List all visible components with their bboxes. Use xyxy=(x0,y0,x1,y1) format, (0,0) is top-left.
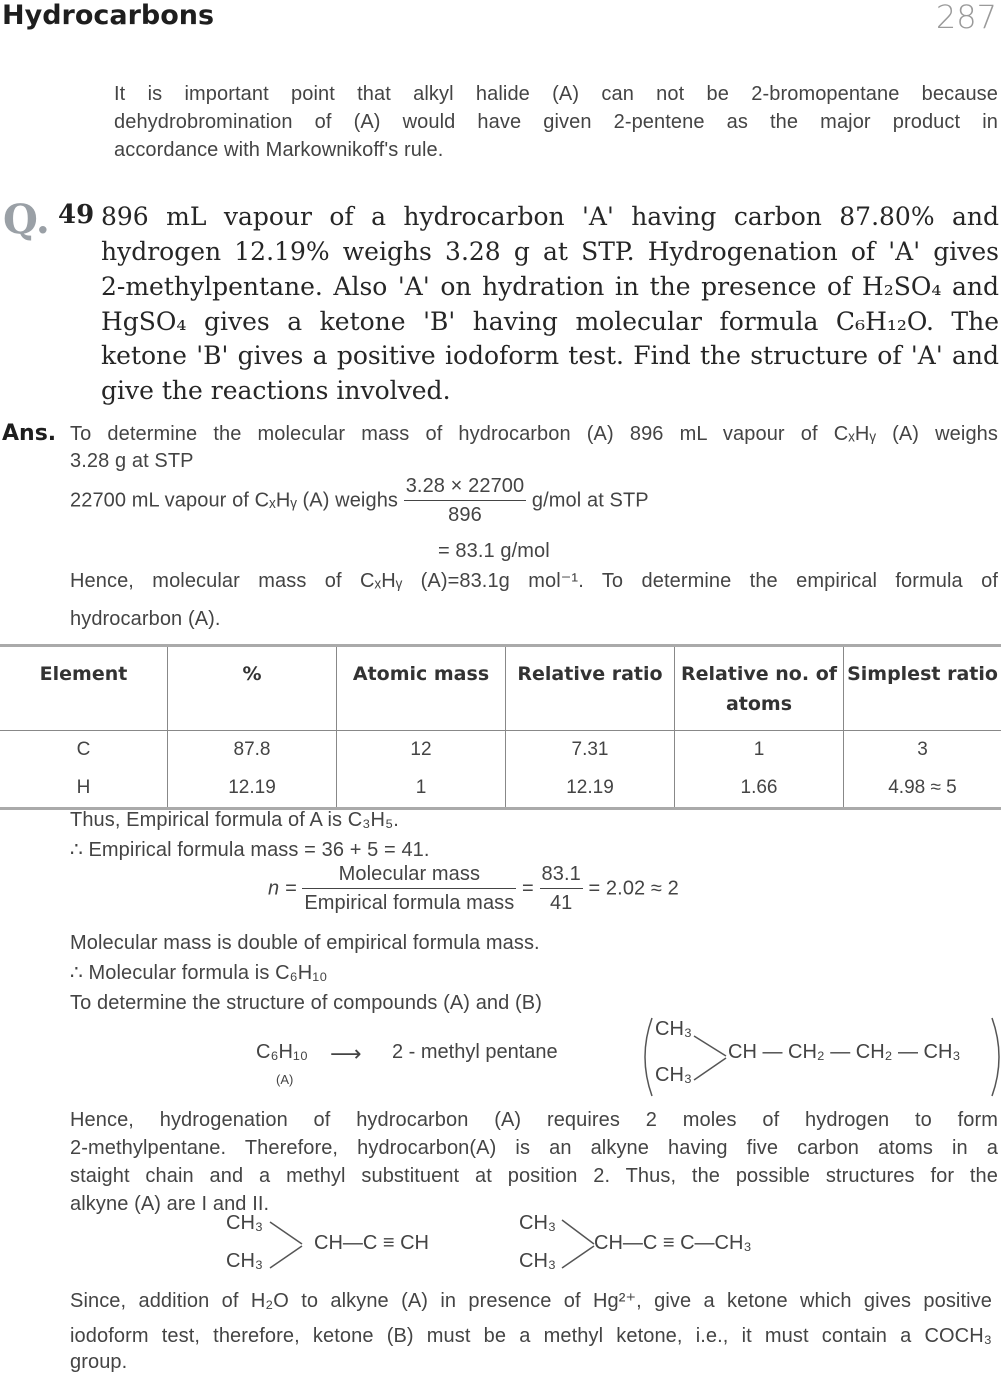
methyl-top: CH₃ xyxy=(655,1018,692,1041)
hence-line-2: hydrocarbon (A). xyxy=(70,605,221,633)
calc-prefix: 22700 mL vapour of CₓHᵧ (A) weighs xyxy=(70,490,398,512)
table-cell: C xyxy=(0,731,168,770)
n-fraction-values xyxy=(540,860,583,917)
chain-formula: CH — CH₂ — CH₂ — CH₃ xyxy=(728,1041,961,1064)
question-line-5: ketone 'B' gives a positive iodoform test. Find the structure of 'A' and xyxy=(101,339,999,373)
n-fraction xyxy=(302,860,516,917)
n-label: n = xyxy=(268,878,297,900)
intro-line-2: dehydrobromination of (A) would have given 2-pentene as the major product in xyxy=(114,108,998,136)
s2-chain: CH—C ≡ C—CH₃ xyxy=(594,1232,752,1255)
calc-numerator: 3.28 × 22700 xyxy=(404,472,527,501)
n-equation xyxy=(268,860,679,917)
hence2-line-4: alkyne (A) are I and II. xyxy=(70,1190,269,1218)
table-header-element: Element xyxy=(0,646,168,731)
table-cell: 1 xyxy=(337,769,506,809)
methyl-bottom: CH₃ xyxy=(655,1064,692,1087)
intro-line-3: accordance with Markownikoff's rule. xyxy=(114,136,998,164)
question-line-2: hydrogen 12.19% weighs 3.28 g at STP. Hydrogenation of 'A' gives xyxy=(101,235,999,269)
n-numerator-value: 83.1 xyxy=(540,860,583,889)
table-cell: 12.19 xyxy=(506,769,675,809)
answer-line-1: To determine the molecular mass of hydrocarbon (A) 896 mL vapour of CₓHᵧ (A) weighs xyxy=(70,420,998,448)
table-cell: 3 xyxy=(844,731,1001,770)
question-number: 49 xyxy=(58,200,94,230)
double-line: Molecular mass is double of empirical formula mass. xyxy=(70,929,540,957)
calc-denominator: 896 xyxy=(404,501,527,529)
table-row xyxy=(0,769,1001,809)
n-numerator: Molecular mass xyxy=(302,860,516,889)
table-cell: 87.8 xyxy=(168,731,337,770)
question-line-1: 896 mL vapour of a hydrocarbon 'A' having carbon 87.80% and xyxy=(101,200,999,234)
s1-chain: CH—C ≡ CH xyxy=(314,1232,429,1255)
s2-methyl-bottom: CH₃ xyxy=(519,1250,556,1273)
table-cell: 12.19 xyxy=(168,769,337,809)
bond-upper xyxy=(694,1036,726,1056)
question-line-3: 2-methylpentane. Also 'A' on hydration in the presence of H₂SO₄ and xyxy=(101,270,999,304)
answer-line-2: 3.28 g at STP xyxy=(70,447,194,475)
s2-bond-upper xyxy=(562,1220,594,1244)
empirical-formula-line: Thus, Empirical formula of A is C₃H₅. xyxy=(70,806,399,834)
answer-label: Ans. xyxy=(2,421,56,446)
question-mark-label: Q. xyxy=(3,196,50,243)
n-result: = 2.02 ≈ 2 xyxy=(589,878,679,900)
table-header-simplest-ratio: Simplest ratio xyxy=(844,646,1001,731)
left-bracket xyxy=(645,1018,652,1096)
bond-lower xyxy=(694,1058,726,1080)
molar-calculation xyxy=(70,472,649,529)
s2-methyl-top: CH₃ xyxy=(519,1212,556,1235)
table-header-atomic-mass: Atomic mass xyxy=(337,646,506,731)
table-cell: 1.66 xyxy=(675,769,844,809)
n-denominator-value: 41 xyxy=(540,889,583,917)
s2-bond-lower xyxy=(562,1246,594,1268)
empirical-formula-table xyxy=(0,644,1001,810)
table-cell: 4.98 ≈ 5 xyxy=(844,769,1001,809)
right-bracket xyxy=(992,1018,999,1096)
final-line-2: iodoform test, therefore, ketone (B) must be a methyl ketone, i.e., it must contain a COCH₃ xyxy=(70,1322,992,1350)
reactant-formula: C₆H₁₀ xyxy=(256,1041,308,1064)
calc-suffix: g/mol at STP xyxy=(532,490,649,512)
hence2-line-3: staight chain and a methyl substituent at position 2. Thus, the possible structures for the xyxy=(70,1162,998,1190)
empirical-mass-line: ∴ Empirical formula mass = 36 + 5 = 41. xyxy=(70,836,430,864)
table-row xyxy=(0,731,1001,770)
final-line-1: Since, addition of H₂O to alkyne (A) in presence of Hg²⁺, give a ketone which gives positive xyxy=(70,1287,992,1315)
molecular-formula-line: ∴ Molecular formula is C₆H₁₀ xyxy=(70,959,328,987)
n-equals: = xyxy=(522,878,534,900)
n-denominator: Empirical formula mass xyxy=(302,889,516,917)
s1-methyl-top: CH₃ xyxy=(226,1212,263,1235)
table-header-percent: % xyxy=(168,646,337,731)
table-cell: 12 xyxy=(337,731,506,770)
table-cell: 1 xyxy=(675,731,844,770)
intro-line-1: It is important point that alkyl halide (A) can not be 2-bromopentane because xyxy=(114,80,998,108)
calc-result: = 83.1 g/mol xyxy=(438,537,550,565)
final-line-3: group. xyxy=(70,1348,127,1376)
table-header-relative-atoms: Relative no. of atoms xyxy=(675,646,844,731)
table-header-relative-ratio: Relative ratio xyxy=(506,646,675,731)
s1-bond-upper xyxy=(270,1222,302,1244)
hence-line-1: Hence, molecular mass of CₓHᵧ (A)=83.1g mol⁻¹. To determine the empirical formula of xyxy=(70,567,998,595)
determine-line: To determine the structure of compounds (A) and (B) xyxy=(70,989,542,1017)
s1-bond-lower xyxy=(270,1246,302,1268)
reactant-label: (A) xyxy=(276,1072,293,1087)
s1-methyl-bottom: CH₃ xyxy=(226,1250,263,1273)
table-cell: H xyxy=(0,769,168,809)
table-cell: 7.31 xyxy=(506,731,675,770)
calc-fraction xyxy=(404,472,527,529)
hence2-line-2: 2-methylpentane. Therefore, hydrocarbon(A) is an alkyne having five carbon atoms in a xyxy=(70,1134,998,1162)
question-line-6: give the reactions involved. xyxy=(101,374,999,408)
page-number: 287 xyxy=(936,0,997,36)
table-header-row xyxy=(0,646,1001,731)
page-header-title: Hydrocarbons xyxy=(2,0,214,31)
product-name: 2 - methyl pentane xyxy=(392,1041,558,1064)
reaction-arrow: ⟶ xyxy=(330,1041,362,1067)
question-line-4: HgSO₄ gives a ketone 'B' having molecular formula C₆H₁₂O. The xyxy=(101,305,999,339)
hence2-line-1: Hence, hydrogenation of hydrocarbon (A) requires 2 moles of hydrogen to form xyxy=(70,1106,998,1134)
